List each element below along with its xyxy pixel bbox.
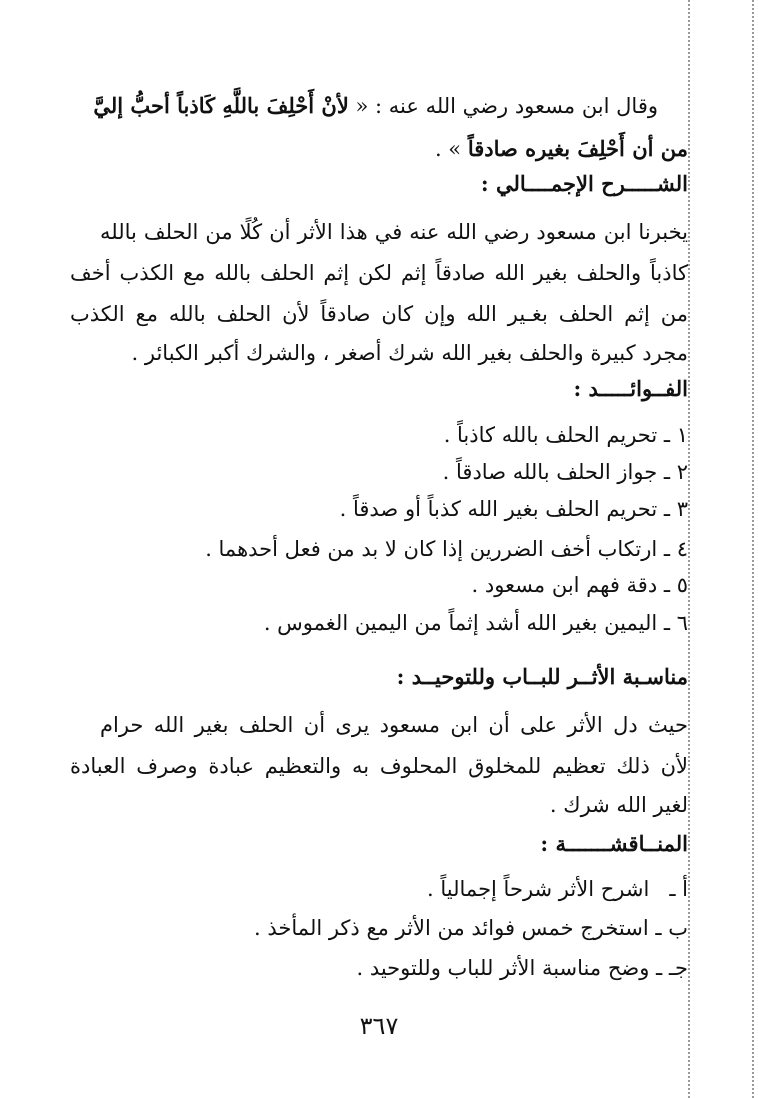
munaqasha-heading: المنــاقشـــــــة :	[540, 831, 688, 856]
fawaid-item	[70, 453, 688, 491]
fawaid-text: تحريم الحلف بالله كاذباً .	[443, 423, 658, 447]
munaqasha-text: استخرج خمس فوائد من الأثر مع ذكر المأخذ .	[254, 916, 649, 940]
fawaid-num: ٢ ـ	[663, 460, 688, 484]
fawaid-text: ارتكاب أخف الضررين إذا كان لا بد من فعل أحدهما .	[205, 537, 658, 561]
fawaid-num: ٦ ـ	[663, 611, 688, 635]
munaqasha-item	[70, 909, 688, 947]
fawaid-item	[70, 416, 688, 454]
munaqasha-letter: أ ـ	[669, 877, 688, 901]
fawaid-item	[70, 604, 688, 642]
fawaid-text: تحريم الحلف بغير الله كذباً أو صدقاً .	[339, 497, 658, 521]
munaqasha-letter: جـ ـ	[656, 956, 688, 980]
margin-dotted-rule	[688, 0, 690, 1098]
munasaba-line-1: حيث دل الأثر على أن ابن مسعود يرى أن الحلف بغير الله حرام	[100, 713, 688, 737]
intro-line-2	[70, 130, 688, 168]
edge-dotted-rule	[752, 0, 754, 1098]
intro-line-1	[70, 87, 688, 125]
fawaid-text: جواز الحلف بالله صادقاً .	[442, 460, 658, 484]
sharh-line-1: يخبرنا ابن مسعود رضي الله عنه في هذا الأثر أن كُلًا من الحلف بالله	[100, 220, 688, 244]
fawaid-num: ١ ـ	[663, 423, 688, 447]
munasaba-heading: مناسـبة الأثــر للبــاب وللتوحيــد :	[396, 664, 688, 689]
fawaid-text: دقة فهم ابن مسعود .	[471, 573, 658, 597]
sharh-line-4: مجرد كبيرة والحلف بغير الله شرك أصغر ، والشرك أكبر الكبائر .	[131, 341, 688, 365]
fawaid-item	[70, 530, 688, 568]
sharh-line-2: كاذباً والحلف بغير الله صادقاً إثم لكن إثم الحلف بالله مع الكذب أخف	[70, 261, 688, 285]
intro-quote-part-1: لأنْ أَحْلِفَ باللَّهِ كَاذباً أحبُّ إليَّ	[93, 93, 349, 118]
fawaid-text: اليمين بغير الله أشد إثماً من اليمين الغموس .	[263, 611, 658, 635]
fawaid-num: ٤ ـ	[663, 537, 688, 561]
page-number: ٣٦٧	[359, 1012, 399, 1040]
sharh-heading: الشـــــرح الإجمــــالي :	[480, 171, 688, 196]
munaqasha-item	[70, 949, 688, 987]
fawaid-heading: الفــوائـــــد :	[573, 376, 688, 401]
fawaid-item	[70, 490, 688, 528]
munaqasha-item	[70, 870, 688, 908]
fawaid-num: ٥ ـ	[663, 573, 688, 597]
sharh-line-3: من إثم الحلف بغـير الله وإن كان صادقاً لأن الحلف بالله مع الكذب	[70, 302, 688, 326]
munaqasha-letter: ب ـ	[655, 916, 688, 940]
munasaba-line-2: لأن ذلك تعظيم للمخلوق المحلوف به والتعظيم عبادة وصرف العبادة	[70, 754, 688, 778]
munasaba-line-3: لغير الله شرك .	[549, 793, 688, 817]
intro-prefix: وقال ابن مسعود رضي الله عنه : «	[348, 94, 658, 118]
fawaid-item	[70, 566, 688, 604]
intro-quote-part-2: من أن أَحْلِفَ بغيره صادقاً	[467, 136, 688, 161]
intro-suffix: » .	[434, 137, 468, 161]
munaqasha-text: وضح مناسبة الأثر للباب وللتوحيد .	[356, 956, 650, 980]
fawaid-num: ٣ ـ	[663, 497, 688, 521]
munaqasha-text: اشرح الأثر شرحاً إجمالياً .	[427, 877, 650, 901]
